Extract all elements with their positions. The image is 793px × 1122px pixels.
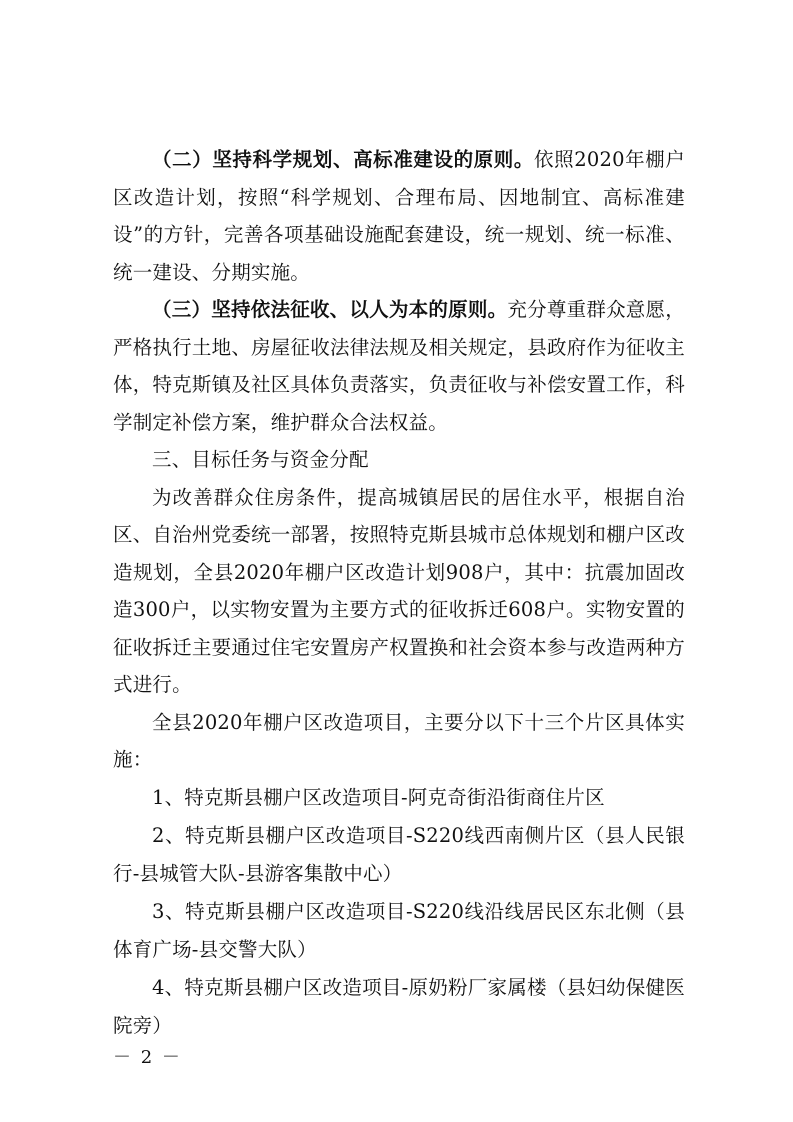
page-number: － 2 －: [113, 1047, 182, 1068]
project-item-2: 2、特克斯县棚户区改造项目-S220线西南侧片区（县人民银行-县城管大队-县游客集散中心）: [113, 823, 685, 885]
principle-three-heading: （三）坚持依法征收、以人为本的原则。: [152, 298, 508, 321]
intro-paragraph: 为改善群众住房条件，提高城镇居民的居住水平，根据自治区、自治州党委统一部署，按照特克斯县城市总体规划和棚户区改造规划，全县2020年棚户区改造计划908户，其中：抗震加固改造300户，以实物安置为主要方式的征收拆迁608户。实物安置的征收拆迁主要通过住宅安置房产权置换和社会资本参与改造两种方式进行。: [113, 485, 685, 696]
document-body: [113, 141, 685, 1045]
principle-three-text: 充分尊重群众意愿，严格执行土地、房屋征收法律法规及相关规定，县政府作为征收主体，特克斯镇及社区具体负责落实，负责征收与补偿安置工作，科学制定补偿方案，维护群众合法权益。: [113, 298, 685, 434]
principle-three-paragraph: [113, 291, 685, 441]
project-item-1: 1、特克斯县棚户区改造项目-阿克奇街沿街商住片区: [152, 785, 605, 809]
principle-two-paragraph: [113, 141, 685, 291]
project-item-3: 3、特克斯县棚户区改造项目-S220线沿线居民区东北侧（县体育广场-县交警大队）: [113, 899, 685, 961]
principle-two-text: 依照2020年棚户区改造计划，按照“科学规划、合理布局、因地制宜、高标准建设”的方针，完善各项基础设施配套建设，统一规划、统一标准、统一建设、分期实施。: [113, 148, 685, 284]
project-item-4: 4、特克斯县棚户区改造项目-原奶粉厂家属楼（县妇幼保健医院旁）: [113, 975, 685, 1037]
principle-two-heading: （二）坚持科学规划、高标准建设的原则。: [152, 148, 535, 171]
section-heading: 三、目标任务与资金分配: [152, 448, 369, 471]
projects-intro-paragraph: 全县2020年棚户区改造项目，主要分以下十三个片区具体实施：: [113, 710, 685, 771]
